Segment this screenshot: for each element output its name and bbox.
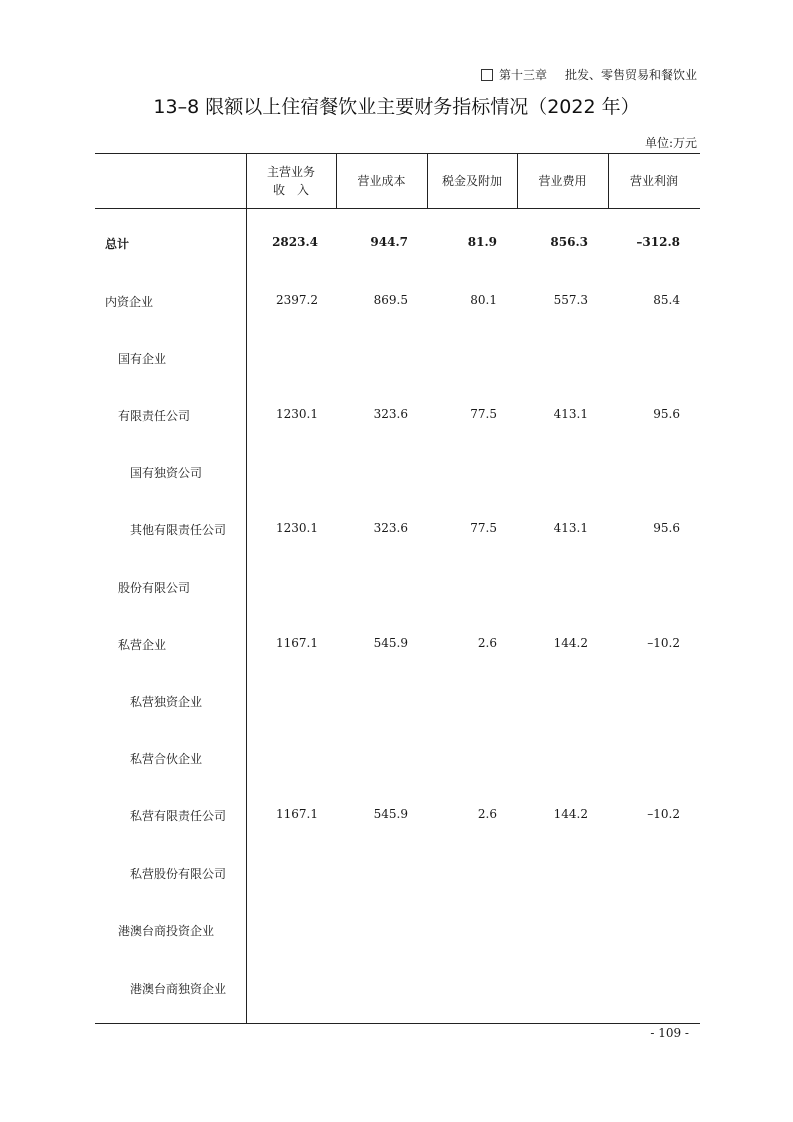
table-cell: 1230.1 [276, 407, 318, 421]
table-row [95, 693, 700, 713]
table-header-rule [95, 208, 700, 209]
table-cell: 95.6 [653, 407, 680, 421]
table-cell: 2.6 [477, 636, 497, 650]
table-cell: 869.5 [373, 293, 408, 307]
table-cell: 2.6 [477, 807, 497, 821]
table-cell: –312.8 [636, 235, 680, 249]
row-label: 国有独资公司 [130, 466, 203, 480]
column-header [427, 153, 517, 208]
row-label: 内资企业 [105, 295, 154, 309]
column-header [246, 153, 336, 208]
table-cell: 323.6 [373, 407, 408, 421]
table-row [95, 521, 700, 541]
table-row [95, 350, 700, 370]
table-cell: 144.2 [553, 636, 588, 650]
column-header-line: 营业成本 [357, 173, 406, 188]
column-header-line: 收 入 [272, 182, 309, 197]
row-label: 总计 [105, 237, 130, 251]
table-cell: 545.9 [373, 636, 408, 650]
table-cell: 95.6 [653, 521, 680, 535]
row-label: 港澳台商投资企业 [118, 924, 215, 938]
column-header-line: 营业费用 [538, 173, 587, 188]
table-row [95, 579, 700, 599]
running-header [481, 66, 697, 83]
table-cell: 2397.2 [276, 293, 318, 307]
column-header-line: 税金及附加 [441, 173, 502, 188]
page-number: - 109 - [650, 1026, 689, 1040]
column-header [336, 153, 427, 208]
row-label: 股份有限公司 [118, 581, 191, 595]
table-cell: 80.1 [470, 293, 497, 307]
row-label: 私营合伙企业 [130, 752, 203, 766]
row-label: 私营企业 [118, 638, 167, 652]
table-cell: 81.9 [467, 235, 497, 249]
table-cell: 2823.4 [272, 235, 318, 249]
table-row [95, 980, 700, 1000]
table-row [95, 235, 700, 255]
table-cell: 944.7 [370, 235, 408, 249]
unit-label: 单位:万元 [644, 136, 697, 150]
row-label: 国有企业 [118, 352, 167, 366]
table-row [95, 807, 700, 827]
table-cell: 1167.1 [276, 807, 318, 821]
section-label: 批发、零售贸易和餐饮业 [564, 68, 697, 82]
column-header-line: 营业利润 [629, 173, 678, 188]
table-row [95, 865, 700, 885]
table-cell: 85.4 [653, 293, 680, 307]
row-label: 其他有限责任公司 [130, 523, 227, 537]
page-title: 13–8 限额以上住宿餐饮业主要财务指标情况（2022 年） [153, 96, 640, 118]
row-label: 有限责任公司 [118, 409, 191, 423]
row-label: 港澳台商独资企业 [130, 982, 227, 996]
square-icon [481, 69, 493, 81]
table-cell: 323.6 [373, 521, 408, 535]
row-label: 私营独资企业 [130, 695, 203, 709]
row-label: 私营股份有限公司 [130, 867, 227, 881]
table-cell: 856.3 [550, 235, 588, 249]
chapter-label: 第十三章 [498, 68, 547, 82]
column-header-line: 主营业务 [266, 164, 315, 179]
table-cell: 413.1 [553, 407, 588, 421]
table-cell: –10.2 [647, 807, 680, 821]
table-row [95, 407, 700, 427]
table-row [95, 750, 700, 770]
table-row [95, 636, 700, 656]
table-cell: 144.2 [553, 807, 588, 821]
table-cell: 545.9 [373, 807, 408, 821]
table-bottom-rule [95, 1023, 700, 1024]
column-header [608, 153, 700, 208]
table-row [95, 464, 700, 484]
table-cell: 413.1 [553, 521, 588, 535]
table-row [95, 922, 700, 942]
table-cell: 557.3 [553, 293, 588, 307]
table-row [95, 293, 700, 313]
table-cell: 77.5 [470, 407, 497, 421]
table-cell: 1230.1 [276, 521, 318, 535]
row-label: 私营有限责任公司 [130, 809, 227, 823]
table-cell: –10.2 [647, 636, 680, 650]
column-header [517, 153, 608, 208]
table-cell: 77.5 [470, 521, 497, 535]
table-cell: 1167.1 [276, 636, 318, 650]
